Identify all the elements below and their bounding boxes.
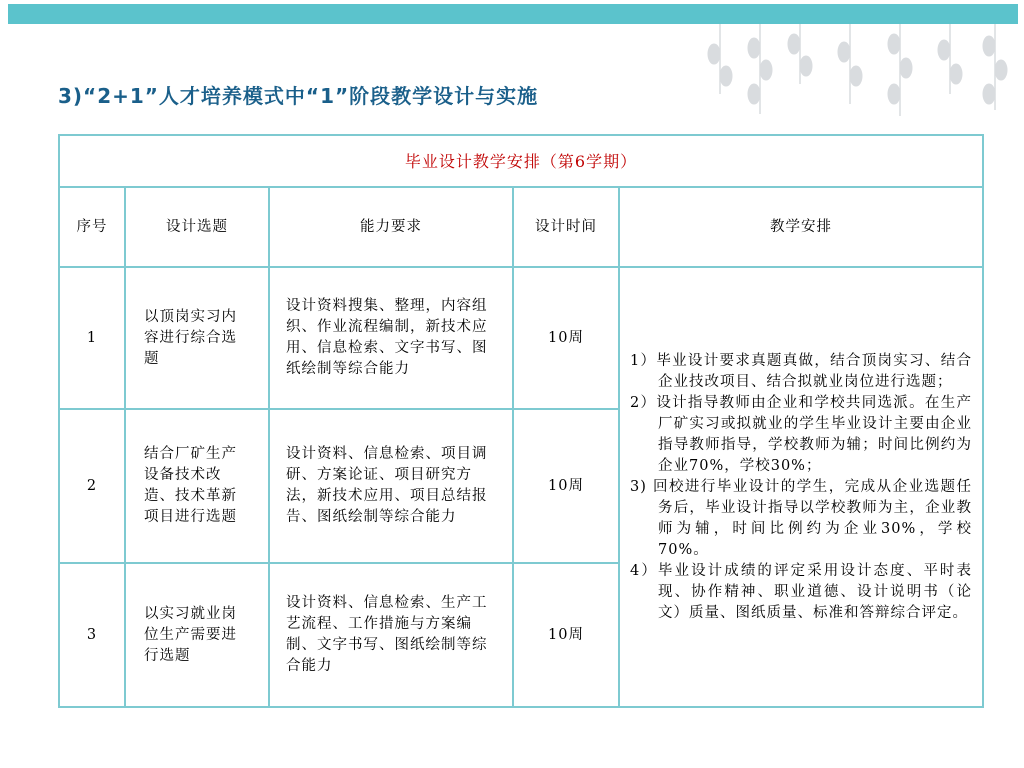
row-topic: 以实习就业岗位生产需要进行选题 bbox=[125, 563, 269, 707]
row-time: 10周 bbox=[513, 409, 619, 563]
row-ability: 设计资料、信息检索、项目调研、方案论证、项目研究方法，新技术应用、项目总结报告、图纸绘制等综合能力 bbox=[269, 409, 513, 563]
table-row bbox=[59, 267, 983, 409]
row-time: 10周 bbox=[513, 563, 619, 707]
arrangement-item: 4）毕业设计成绩的评定采用设计态度、平时表现、协作精神、职业道德、设计说明书（论文）质量、图纸质量、标准和答辩综合评定。 bbox=[630, 562, 973, 621]
floral-decoration bbox=[700, 24, 1018, 120]
header-time: 设计时间 bbox=[513, 187, 619, 267]
arrangement-item: 2）设计指导教师由企业和学校共同选派。在生产厂矿实习或拟就业的学生毕业设计主要由企业指导教师指导，学校教师为辅；时间比例约为企业70%，学校30%； bbox=[630, 394, 973, 474]
header-ability: 能力要求 bbox=[269, 187, 513, 267]
table-caption: 毕业设计教学安排（第6学期） bbox=[59, 135, 983, 187]
row-no: 1 bbox=[59, 267, 125, 409]
row-no: 2 bbox=[59, 409, 125, 563]
header-no: 序号 bbox=[59, 187, 125, 267]
row-topic: 结合厂矿生产设备技术改造、技术革新项目进行选题 bbox=[125, 409, 269, 563]
arrangement-item: 3) 回校进行毕业设计的学生，完成从企业选题任务后，毕业设计指导以学校教师为主，企业教师为辅，时间比例约为企业30%，学校70%。 bbox=[630, 478, 973, 558]
row-no: 3 bbox=[59, 563, 125, 707]
row-time: 10周 bbox=[513, 267, 619, 409]
row-ability: 设计资料、信息检索、生产工艺流程、工作措施与方案编制、文字书写、图纸绘制等综合能力 bbox=[269, 563, 513, 707]
header-arrangement: 教学安排 bbox=[619, 187, 983, 267]
top-accent-bar bbox=[8, 4, 1018, 24]
row-topic: 以顶岗实习内容进行综合选题 bbox=[125, 267, 269, 409]
arrangement-cell bbox=[619, 267, 983, 707]
row-ability: 设计资料搜集、整理，内容组织、作业流程编制，新技术应用、信息检索、文字书写、图纸绘制等综合能力 bbox=[269, 267, 513, 409]
slide-title: 3)“2+1”人才培养模式中“1”阶段教学设计与实施 bbox=[58, 84, 539, 108]
arrangement-item: 1）毕业设计要求真题真做，结合顶岗实习、结合企业技改项目、结合拟就业岗位进行选题； bbox=[630, 352, 973, 390]
header-topic: 设计选题 bbox=[125, 187, 269, 267]
teaching-plan-table bbox=[58, 134, 984, 708]
